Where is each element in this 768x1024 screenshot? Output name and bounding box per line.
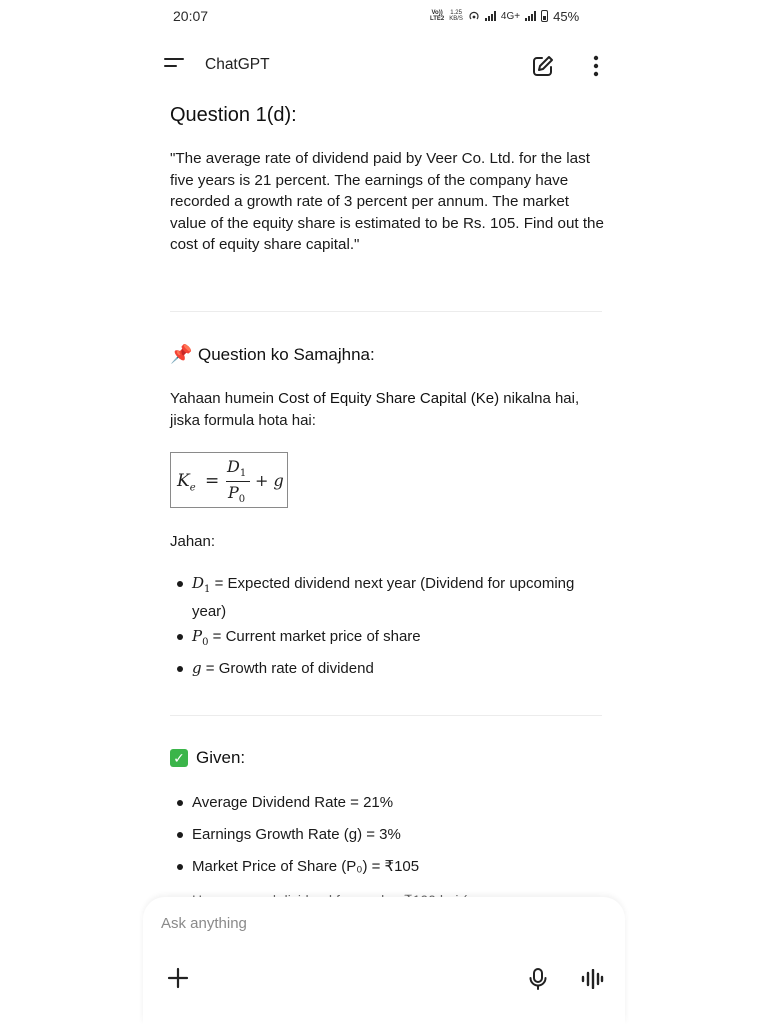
def-text: = Expected dividend next year (Dividend for upcoming year) xyxy=(192,575,575,620)
jahan-label: Jahan: xyxy=(170,533,216,550)
def-symbol xyxy=(192,627,209,648)
formula-den-sub: 0 xyxy=(238,494,246,506)
section-title: Question ko Samajhna: xyxy=(198,344,375,364)
def-symbol xyxy=(192,574,211,595)
formula-denominator xyxy=(228,483,245,505)
formula-num-symbol: D xyxy=(227,457,240,476)
microphone-icon[interactable] xyxy=(527,967,549,991)
volte-indicator xyxy=(430,10,444,22)
formula-lhs xyxy=(177,471,196,493)
plus-icon[interactable] xyxy=(167,967,189,989)
network-speed xyxy=(449,10,463,22)
fraction-bar xyxy=(226,481,250,482)
battery-level: 45% xyxy=(553,8,580,24)
def-text: = Current market price of share xyxy=(208,628,421,645)
def-sym: P xyxy=(192,627,203,645)
def-sym: D xyxy=(192,574,205,592)
intro-suffix: nikalna hai, jiska formula hota hai: xyxy=(170,390,580,429)
intro-prefix: Yahaan humein xyxy=(170,390,279,407)
def-symbol: g xyxy=(192,659,202,677)
app-title[interactable]: ChatGPT xyxy=(205,56,270,73)
composer xyxy=(143,897,625,1024)
divider xyxy=(170,311,602,312)
new-chat-edit-icon[interactable] xyxy=(531,54,555,78)
section-heading-understanding xyxy=(170,344,375,365)
network-type: 4G+ xyxy=(500,10,521,22)
formula-equals: = xyxy=(205,471,220,491)
def-text: = Growth rate of dividend xyxy=(201,660,374,677)
list-item xyxy=(192,573,592,622)
def-sub: 1 xyxy=(204,584,211,595)
volte-bottom: LTE2 xyxy=(430,16,445,22)
menu-icon[interactable] xyxy=(164,58,184,72)
list-item xyxy=(192,658,592,680)
voice-mode-icon[interactable] xyxy=(580,969,604,989)
formula-numerator xyxy=(227,457,246,479)
pushpin-icon: 📌 xyxy=(170,344,193,364)
list-item xyxy=(192,626,592,654)
intro-paragraph xyxy=(170,388,604,431)
status-icons xyxy=(430,6,579,26)
check-mark-icon: ✓ xyxy=(170,749,188,767)
hotspot-icon xyxy=(468,10,480,22)
formula-num-sub: 1 xyxy=(239,468,247,480)
question-heading: Question 1(d): xyxy=(170,104,297,126)
battery-icon xyxy=(541,10,548,22)
intro-bold: Cost of Equity Share Capital (Ke) xyxy=(278,390,500,407)
section-title: Given: xyxy=(196,748,246,767)
question-text: "The average rate of dividend paid by Veer Co. Ltd. for the last five years is 21 percent. The earnings of the company have recorded a growth rate of 3 percent per annum. The market value of the equity share is estimated to be Rs. 105. Find out the cost of equity share capital." xyxy=(170,150,604,254)
volte-top: Vo)) xyxy=(431,10,443,16)
def-sub: 0 xyxy=(202,637,209,648)
message-input[interactable]: Ask anything xyxy=(161,915,247,932)
formula-plus-g: + g xyxy=(255,471,284,490)
more-vert-icon[interactable] xyxy=(586,54,606,78)
formula-lhs-symbol: K xyxy=(177,471,190,491)
formula-den-symbol: P xyxy=(228,483,239,502)
status-time: 20:07 xyxy=(173,8,209,24)
list-item: Average Dividend Rate = 21% xyxy=(192,792,592,814)
speed-unit: KB/S xyxy=(449,16,463,22)
speed-value: 1.25 xyxy=(450,10,462,16)
list-item: Earnings Growth Rate (g) = 3% xyxy=(192,824,592,846)
formula-lhs-sub: e xyxy=(189,482,196,494)
signal-icon-1 xyxy=(485,11,496,21)
list-item: Market Price of Share (P₀) = ₹105 xyxy=(192,856,592,878)
formula-box xyxy=(170,452,288,508)
divider xyxy=(170,715,602,716)
section-heading-given xyxy=(170,748,245,768)
signal-icon-2 xyxy=(525,11,536,21)
